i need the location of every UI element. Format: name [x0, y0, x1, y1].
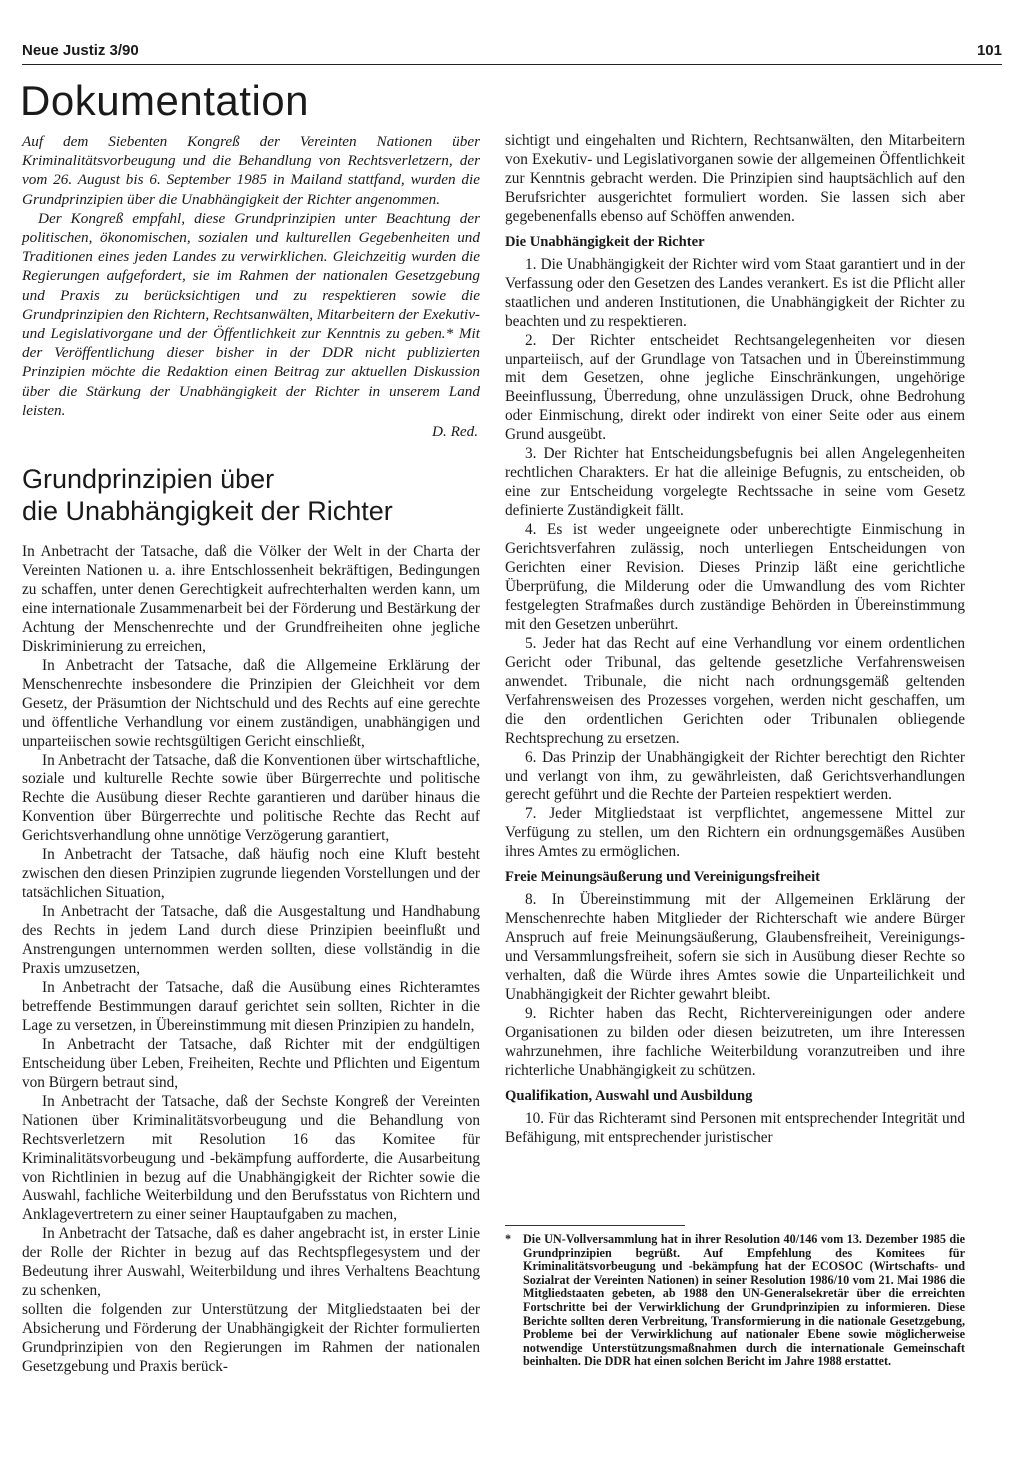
preamble-paragraph: In Anbetracht der Tatsache, daß die Konventionen über wirtschaftliche, soziale und kulturelle Rechte sowie über Bürgerrechte und politische Rechte die Ausübung dieser Rechte garantieren und darüber hinaus die Konvention über Bürgerrechte und politische Rechte das Recht auf Gerichtsverhandlung ohne unnötige Verzögerung garantiert,	[22, 751, 480, 845]
footnote-marker: *	[505, 1232, 512, 1246]
preamble-paragraph: In Anbetracht der Tatsache, daß der Sechste Kongreß der Vereinten Nationen über Kriminalitätsvorbeugung und die Behandlung von Rechtsverletzern mit Resolution 16 das Komitee für Kriminalitätsvorbeugung und -bekämpfung aufforderte, die Ausarbeitung von Richtlinien in bezug auf die Unabhängigkeit der Richter sowie die Auswahl, fachliche Weiterbildung und den Berufsstatus von Richtern und Anklagevertretern zu einer seiner Hauptaufgaben zu machen,	[22, 1092, 480, 1224]
article-title-line: die Unabhängigkeit der Richter	[22, 496, 393, 527]
footnote-text	[505, 1233, 965, 1369]
preamble-closing-paragraph: sollten die folgenden zur Unterstützung der Mitgliedstaaten bei der Absicherung und Förderung der Unabhängigkeit der Richter formulierten Grundprinzipien von den Regierungen im Rahmen der nationalen Gesetzgebung und Praxis berück-	[22, 1301, 480, 1376]
principle-item: 6. Das Prinzip der Unabhängigkeit der Richter berechtigt den Richter und verlangt von ihm, zu gewährleisten, daß Gerichtsverhandlungen gerecht geführt und die Rechte der Parteien respektiert werden.	[505, 748, 965, 804]
running-header	[22, 42, 1002, 65]
page-number: 101	[976, 42, 1002, 59]
preamble-paragraph: In Anbetracht der Tatsache, daß häufig noch eine Kluft besteht zwischen den diesen Prinzipien zugrunde liegenden Vorstellungen und der tatsächlichen Situation,	[22, 846, 480, 902]
principle-item: 2. Der Richter entscheidet Rechtsangelegenheiten vor diesen unparteiisch, auf der Grundlage von Tatsachen und in Übereinstimmung mit dem Gesetzen, ohne jegliche Einschränkungen, ungehörige Beeinflussung, Überredung, ohne unzulässigen Druck, ohne Bedrohung oder Einmischung, direkt oder indirekt von einer Seite oder aus einem Grund ausgeübt.	[505, 331, 965, 444]
principle-item: 4. Es ist weder ungeeignete oder unberechtigte Einmischung in Gerichtsverfahren zulässig, noch unterliegen Entscheidungen von Gerichten einer Revision. Dieses Prinzip läßt eine gerichtliche Überprüfung, die Milderung oder die Umwandlung des vom Richter festgelegten Strafmaßes durch zuständige Behörden in Übereinstimmung mit den Gesetzen unberührt.	[505, 521, 965, 633]
preamble-paragraph: In Anbetracht der Tatsache, daß Richter mit der endgültigen Entscheidung über Leben, Freiheiten, Rechte und Pflichten und Eigentum von Bürgern betraut sind,	[22, 1035, 480, 1091]
principle-item: 9. Richter haben das Recht, Richtervereinigungen oder andere Organisationen zu bilden oder diesen beizutreten, um ihre Interessen wahrzunehmen, ihre fachliche Weiterbildung voranzutreiben und ihre richterliche Unabhängigkeit zu schützen.	[505, 1004, 965, 1079]
left-column	[22, 132, 480, 1377]
preamble-paragraph: In Anbetracht der Tatsache, daß es daher angebracht ist, in erster Linie der Rolle der Richter in bezug auf das Rechtspflegesystem und der Bedeutung ihrer Auswahl, Weiterbildung und ihres Verhaltens Beachtung zu schenken,	[22, 1225, 480, 1300]
footnote	[505, 1233, 965, 1369]
article-title-line: Grundprinzipien über	[22, 464, 275, 495]
preamble	[22, 543, 480, 1377]
footnote-divider	[505, 1225, 685, 1226]
preamble-paragraph: In Anbetracht der Tatsache, daß die Allgemeine Erklärung der Menschenrechte insbesondere die Prinzipien der Gleichheit vor dem Gesetz, der Präsumtion der Nichtschuld und des Rechts auf eine gerechte und öffentliche Verhandlung vor einem zuständigen, unabhängigen und unparteiischen sowie rechtsgültigen Gericht einschließt,	[22, 656, 480, 750]
editorial-intro	[22, 132, 480, 441]
principles	[505, 132, 965, 1148]
preamble-paragraph: In Anbetracht der Tatsache, daß die Ausgestaltung und Handhabung des Rechts in jedem Land durch diese Prinzipien beeinflußt und Anstrengungen unternommen werden sollten, diese vollständig in die Praxis umzusetzen,	[22, 903, 480, 978]
section-heading: Freie Meinungsäußerung und Vereinigungsfreiheit	[505, 869, 821, 886]
principle-item: 5. Jeder hat das Recht auf eine Verhandlung vor einem ordentlichen Gericht oder Tribunal, das geltende gesetzliche Verfahrensweisen anwendet. Tribunale, die nicht nach ordnungsgemäß geltenden Verfahrensweisen des Prozesses vorgehen, werden nicht geschaffen, um die den ordentlichen Gerichten oder Tribunalen obliegende Rechtsprechung zu ersetzen.	[505, 634, 965, 747]
article-title	[22, 463, 480, 527]
section-heading: Die Unabhängigkeit der Richter	[505, 233, 705, 250]
principle-item: 1. Die Unabhängigkeit der Richter wird vom Staat garantiert und in der Verfassung oder den Gesetzen des Landes verankert. Es ist die Pflicht aller staatlichen und anderen Institutionen, die Unabhängigkeit der Richter zu beachten und zu respektieren.	[505, 255, 965, 330]
journal-issue: Neue Justiz 3/90	[22, 42, 139, 59]
intro-paragraph: Der Kongreß empfahl, diese Grundprinzipien unter Beachtung der politischen, ökonomischen, sozialen und kulturellen Gegebenheiten und Traditionen eines jeden Landes zu verwirklichen. Gleichzeitig wurden die Regierungen aufgefordert, sie im Rahmen der nationalen Gesetzgebung und Praxis zu berücksichtigen und zu respektieren sowie die Grundprinzipien den Richtern, Rechtsanwälten, Mitarbeitern der Exekutiv- und Legislativorgane und der Öffentlichkeit zur Kenntnis zu geben.* Mit der Veröffentlichung dieser bisher in der DDR nicht publizierten Prinzipien möchte die Redaktion einen Beitrag zur aktuellen Diskussion über die Stärkung der Unabhängigkeit der Richter in unserem Land leisten.	[22, 209, 480, 419]
section-title: Dokumentation	[20, 77, 309, 124]
principle-item: 7. Jeder Mitgliedstaat ist verpflichtet, angemessene Mittel zur Verfügung zu stellen, um den Richtern ein ordnungsgemäßes Ausüben ihres Amtes zu ermöglichen.	[505, 805, 965, 861]
section-heading: Qualifikation, Auswahl und Ausbildung	[505, 1087, 753, 1104]
principle-item: 3. Der Richter hat Entscheidungsbefugnis bei allen Angelegenheiten rechtlichen Charakters. Er hat die alleinige Befugnis, zu entscheiden, ob eine zur Entscheidung vorgelegte Rechtssache in seine vom Gesetz definierte Zuständigkeit fällt.	[505, 445, 965, 520]
preamble-closing-continuation: sichtigt und eingehalten und Richtern, Rechtsanwälten, den Mitarbeitern von Exekutiv- und Legislativorganen sowie der allgemeinen Öffentlichkeit zur Kenntnis gebracht werden. Die Prinzipien sind hauptsächlich auf den Berufsrichter ausgerichtet formuliert worden. Sie lassen sich aber gegebenenfalls ebenso auf Schöffen anwenden.	[505, 132, 965, 225]
intro-paragraph: Auf dem Siebenten Kongreß der Vereinten Nationen über Kriminalitätsvorbeugung und die Behandlung von Rechtsverletzern, der vom 26. August bis 6. September 1985 in Mailand stattfand, wurden die Grundprinzipien über die Unabhängigkeit der Richter angenommen.	[22, 133, 480, 208]
principle-item: 8. In Übereinstimmung mit der Allgemeinen Erklärung der Menschenrechte haben Mitglieder der Richterschaft wie andere Bürger Anspruch auf freie Meinungsäußerung, Glaubensfreiheit, Vereinigungs- und Versammlungsfreiheit, sofern sie sich in Ausübung dieser Rechte so verhalten, daß die Würde ihres Amtes sowie die Unparteilichkeit und Unabhängigkeit der Richter gewahrt bleibt.	[505, 891, 965, 1004]
right-column	[505, 132, 965, 1148]
editorial-signature: D. Red.	[432, 423, 478, 441]
preamble-paragraph: In Anbetracht der Tatsache, daß die Völker der Welt in der Charta der Vereinten Nationen u. a. ihre Entschlossenheit bekräftigen, Bedingungen zu schaffen, unter denen Gerechtigkeit aufrechterhalten werden kann, um eine internationale Zusammenarbeit bei der Förderung und Bestärkung der Achtung der Menschenrechte und der Grundfreiheiten ohne jegliche Diskriminierung zu erreichen,	[22, 543, 480, 655]
preamble-paragraph: In Anbetracht der Tatsache, daß die Ausübung eines Richteramtes betreffende Bestimmungen darauf gerichtet sein sollten, Richter in die Lage zu versetzen, in Übereinstimmung mit diesen Prinzipien zu handeln,	[22, 978, 480, 1034]
principle-item: 10. Für das Richteramt sind Personen mit entsprechender Integrität und Befähigung, mit entsprechender juristischer	[505, 1109, 965, 1146]
footnote-body: Die UN-Vollversammlung hat in ihrer Resolution 40/146 vom 13. Dezember 1985 die Grundprinzipien begrüßt. Auf Empfehlung des Komitees für Kriminalitätsvorbeugung und -bekämpfung hat der ECOSOC (Wirtschafts- und Sozialrat der Vereinten Nationen) in seiner Resolution 1986/10 vom 21. Mai 1986 die Mitgliedstaaten gebeten, ab 1988 den UN-Generalsekretär über die erreichten Fortschritte bei der Verwirklichung der Grundprinzipien zu informieren. Diese Berichte sollten deren Verbreitung, Transformierung in die nationale Gesetzgebung, Probleme bei der Verwirklichung auf nationaler Ebene sowie möglicherweise notwendige Unterstützungsmaßnahmen durch die internationale Gemeinschaft beinhalten. Die DDR hat einen solchen Bericht im Jahre 1988 erstattet.	[523, 1232, 965, 1369]
